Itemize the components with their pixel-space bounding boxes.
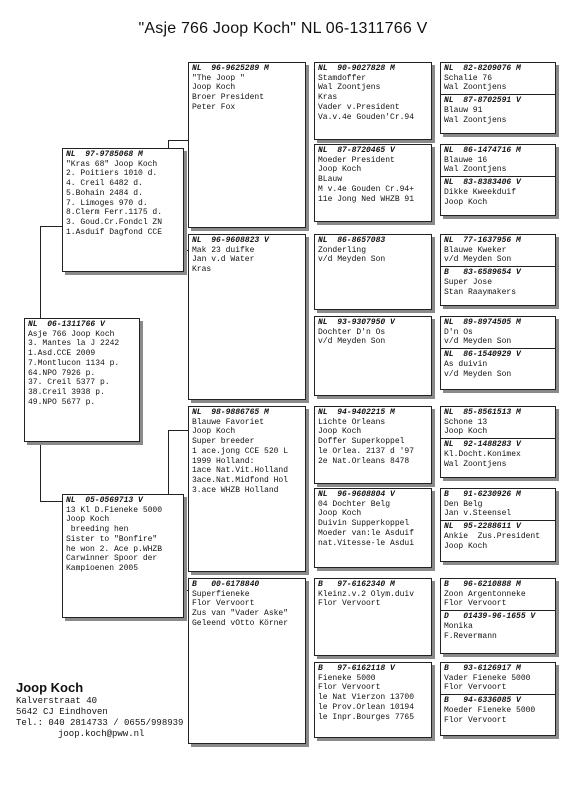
ring-number: B 00-6178840 (192, 580, 260, 589)
card-line: Asje 766 Joop Koch (28, 329, 115, 339)
ring-number: B 83-6589654 V (444, 268, 521, 278)
card-line: Blauw 91 (444, 105, 483, 115)
card-line: Carwinner Spoor der (66, 554, 158, 564)
grandparent-card (188, 234, 306, 400)
dam-part (441, 348, 555, 380)
ring-number: NL 86-1540929 V (444, 350, 521, 360)
card-line: 1.Asd.CCE 2009 (28, 349, 96, 359)
owner-email: joop.koch@pww.nl (58, 729, 145, 739)
card-line: Mak 23 duifke (192, 245, 255, 255)
ring-number: B 91-6230926 M (444, 490, 521, 499)
card-line: 13 Kl D.Fieneke 5000 (66, 505, 163, 515)
card-line: v/d Meyden Son (318, 255, 386, 265)
card-line: Monika (444, 621, 473, 631)
card-line: BLauw (318, 175, 343, 185)
great-grandparent-card (314, 316, 432, 396)
card-line: 11e Jong Ned WHZB 91 (318, 194, 415, 204)
card-line: Jan v.Steensel (444, 509, 512, 519)
ring-number: NL 05-0569713 V (66, 496, 143, 505)
card-line: 3.ace WHZB Holland (192, 485, 279, 495)
dam-part (441, 94, 555, 126)
card-line: Flor Vervoort (192, 599, 255, 609)
card-line: Wal Zoontjens (444, 115, 507, 125)
card-line: 7.Montlucon 1134 p. (28, 358, 120, 368)
card-line: Fieneke 5000 (318, 673, 376, 683)
card-line: As duivin (444, 359, 488, 369)
ring-number: NL 87-8720465 V (318, 146, 395, 155)
card-line: le Nat Vierzon 13700 (318, 693, 415, 703)
sire-part (441, 235, 555, 266)
sire-part (441, 63, 555, 94)
card-line: Joop Koch (444, 427, 488, 437)
grandparent-card (188, 62, 306, 228)
card-line: Dochter D'n Os (318, 327, 386, 337)
ring-number: NL 95-2288611 V (444, 522, 521, 532)
card-line: 7. Limoges 970 d. (66, 198, 148, 208)
ring-number: NL 97-9785068 M (66, 150, 143, 159)
card-line: Dikke Kweekduif (444, 187, 517, 197)
card-line: Schone 13 (444, 417, 488, 427)
card-line: Duivin Supperkoppel (318, 519, 410, 529)
great-great-grandparent-card (440, 488, 556, 562)
great-grandparent-card (314, 144, 432, 222)
owner-address-street: Kalverstraat 40 (16, 696, 98, 706)
owner-address-city: 5642 CJ Eindhoven (16, 707, 108, 717)
card-line: Joop Koch (192, 427, 236, 437)
ring-number: B 96-6210888 M (444, 580, 521, 589)
great-great-grandparent-card (440, 234, 556, 306)
card-line: Superfieneke (192, 589, 250, 599)
great-grandparent-card (314, 62, 432, 140)
grandparent-card (188, 578, 306, 744)
ring-number: NL 85-8561513 M (444, 408, 521, 417)
card-line: Flor Vervoort (444, 683, 507, 693)
card-line: Zonderling (318, 245, 367, 255)
ring-number: NL 90-9027828 M (318, 64, 395, 73)
pedigree-title: "Asje 766 Joop Koch" NL 06-1311766 V (138, 20, 428, 37)
connector-line (168, 430, 188, 431)
card-line: Jan v.d Water (192, 255, 255, 265)
ring-number: NL 98-9886765 M (192, 408, 269, 417)
card-line: he won 2. Ace p.WHZB (66, 544, 163, 554)
card-line: Flor Vervoort (444, 599, 507, 609)
card-line: le Orlea. 2137 d '97 (318, 446, 415, 456)
card-line: Joop Koch (318, 165, 362, 175)
card-line: Flor Vervoort (318, 599, 381, 609)
card-line: nat.Vitesse-le Asdui (318, 538, 415, 548)
card-line: breeding hen (66, 525, 129, 535)
ring-number: B 97-6162340 M (318, 580, 395, 589)
card-line: Super Jose (444, 277, 493, 287)
sire-card (62, 148, 184, 272)
card-line: 37. Creil 5377 p. (28, 378, 110, 388)
dam-part (441, 694, 555, 726)
card-line: Flor Vervoort (318, 683, 381, 693)
card-line: Wal Zoontjens (444, 83, 507, 93)
dam-part (441, 520, 555, 552)
card-line: Kras (192, 265, 212, 275)
card-line: "The Joop " (192, 73, 245, 83)
great-great-grandparent-card (440, 316, 556, 390)
card-line: Den Belg (444, 499, 483, 509)
card-line: Sister to "Bonfire" (66, 534, 158, 544)
dam-part (441, 610, 555, 642)
card-line: 5.Bohain 2484 d. (66, 188, 143, 198)
card-line: Joop Koch (192, 83, 236, 93)
ring-number: NL 96-9608823 V (192, 236, 269, 245)
card-line: Super breeder (192, 437, 255, 447)
owner-name: Joop Koch (16, 680, 84, 695)
card-line: Joop Koch (66, 515, 110, 525)
great-grandparent-card (314, 234, 432, 310)
card-line: Vader v.President (318, 102, 400, 112)
card-line: 64.NPO 7926 p. (28, 368, 96, 378)
card-line: 8.Clerm Ferr.1175 d. (66, 208, 163, 218)
card-line: Kl.Docht.Konimex (444, 449, 521, 459)
great-grandparent-card (314, 578, 432, 656)
owner-phone: Tel.: 040 2814733 / 0655/998939 (16, 718, 184, 728)
card-line: Va.v.4e Gouden'Cr.94 (318, 112, 415, 122)
card-line: Peter Fox (192, 102, 236, 112)
card-line: le Prov.Orlean 10194 (318, 702, 415, 712)
great-great-grandparent-card (440, 406, 556, 478)
ring-number: B 94-6336085 V (444, 696, 521, 706)
card-line: 1999 Holland: (192, 456, 255, 466)
card-line: Zus van "Vader Aske" (192, 609, 289, 619)
card-line: v/d Meyden Son (444, 369, 512, 379)
card-line: Blauwe Kweker (444, 245, 507, 255)
sire-part (441, 663, 555, 694)
sire-part (441, 579, 555, 610)
ring-number: NL 06-1311766 V (28, 320, 105, 329)
card-line: F.Revermann (444, 631, 497, 641)
card-line: Blauwe Favoriet (192, 417, 265, 427)
ring-number: NL 93-9307950 V (318, 318, 395, 327)
card-line: 3. Goud.Cr.Fondcl ZN (66, 217, 163, 227)
card-line: 04 Dochter Belg (318, 499, 391, 509)
card-line: Moeder President (318, 155, 395, 165)
subject-card (24, 318, 140, 442)
card-line: Lichte Orleans (318, 417, 386, 427)
great-great-grandparent-card (440, 62, 556, 134)
card-line: Kleinz.v.2 Olym.duiv (318, 589, 415, 599)
card-line: v/d Meyden Son (444, 255, 512, 265)
owner-contact (16, 680, 183, 740)
great-grandparent-card (314, 406, 432, 484)
card-line: 3ace.Nat.Midfond Hol (192, 475, 289, 485)
ring-number: D 01439-96-1655 V (444, 612, 536, 622)
ring-number: NL 77-1637956 M (444, 236, 521, 245)
ring-number: NL 92-1488283 V (444, 440, 521, 450)
card-line: 1 ace.jong CCE 520 L (192, 446, 289, 456)
dam-part (441, 176, 555, 208)
card-line: Blauwe 16 (444, 155, 488, 165)
card-line: le Inpr.Bourges 7765 (318, 712, 415, 722)
card-line: v/d Meyden Son (444, 337, 512, 347)
ring-number: NL 86-1474716 M (444, 146, 521, 155)
card-line: Schalie 76 (444, 73, 493, 83)
great-great-grandparent-card (440, 662, 556, 736)
card-line: D'n Os (444, 327, 473, 337)
card-line: Joop Koch (444, 197, 488, 207)
ring-number: B 93-6126917 M (444, 664, 521, 673)
ring-number: NL 83-8383406 V (444, 178, 521, 188)
card-line: Joop Koch (318, 509, 362, 519)
sire-part (441, 317, 555, 348)
card-line: Moeder van:le Asduif (318, 528, 415, 538)
sire-part (441, 489, 555, 520)
dam-part (441, 438, 555, 470)
great-great-grandparent-card (440, 578, 556, 654)
card-line: Ankie Zus.President (444, 531, 541, 541)
ring-number: NL 94-9402215 M (318, 408, 395, 417)
great-grandparent-card (314, 662, 432, 738)
card-line: Geleend vOtto Körner (192, 618, 289, 628)
connector-line (168, 140, 188, 141)
great-grandparent-card (314, 488, 432, 568)
card-line: v/d Meyden Son (318, 337, 386, 347)
sire-part (441, 407, 555, 438)
ring-number: NL 82-8209076 M (444, 64, 521, 73)
card-line: Moeder Fieneke 5000 (444, 705, 536, 715)
card-line: Vader Fieneke 5000 (444, 673, 531, 683)
dam-part (441, 266, 555, 298)
card-line: 38.Creil 3938 p. (28, 387, 105, 397)
great-great-grandparent-card (440, 144, 556, 216)
card-line: 49.NPO 5677 p. (28, 397, 96, 407)
card-line: Kampioenen 2005 (66, 563, 139, 573)
card-line: Flor Vervoort (444, 715, 507, 725)
card-line: 2e Nat.Orleans 8478 (318, 456, 410, 466)
ring-number: NL 96-9608804 V (318, 490, 395, 499)
card-line: "Kras 68" Joop Koch (66, 159, 158, 169)
card-line: Doffer Superkoppel (318, 437, 405, 447)
ring-number: NL 87-8702591 V (444, 96, 521, 106)
card-line: 1ace Nat.Vit.Holland (192, 466, 289, 476)
card-line: Zoon Argentonneke (444, 589, 526, 599)
card-line: M v.4e Gouden Cr.94+ (318, 184, 415, 194)
connector-line (40, 226, 62, 227)
connector-line (40, 501, 62, 502)
card-line: Kras (318, 93, 338, 103)
card-line: Wal Zoontjens (318, 83, 381, 93)
card-line: 3. Mantes la J 2242 (28, 339, 120, 349)
ring-number: NL 89-8974505 M (444, 318, 521, 327)
ring-number: NL 96-9625289 M (192, 64, 269, 73)
card-line: Stan Raaymakers (444, 287, 517, 297)
card-line: Wal Zoontjens (444, 165, 507, 175)
card-line: 4. Creil 6482 d. (66, 179, 143, 189)
dam-card (62, 494, 184, 618)
card-line: Broer President (192, 93, 265, 103)
card-line: Joop Koch (444, 541, 488, 551)
grandparent-card (188, 406, 306, 572)
card-line: 2. Poitiers 1010 d. (66, 169, 158, 179)
ring-number: B 97-6162118 V (318, 664, 395, 673)
sire-part (441, 145, 555, 176)
card-line: Joop Koch (318, 427, 362, 437)
card-line: 1.Asduif Dagfond CCE (66, 227, 163, 237)
card-line: Stamdoffer (318, 73, 367, 83)
card-line: Wal Zoontjens (444, 459, 507, 469)
ring-number: NL 86-8657083 (318, 236, 386, 245)
